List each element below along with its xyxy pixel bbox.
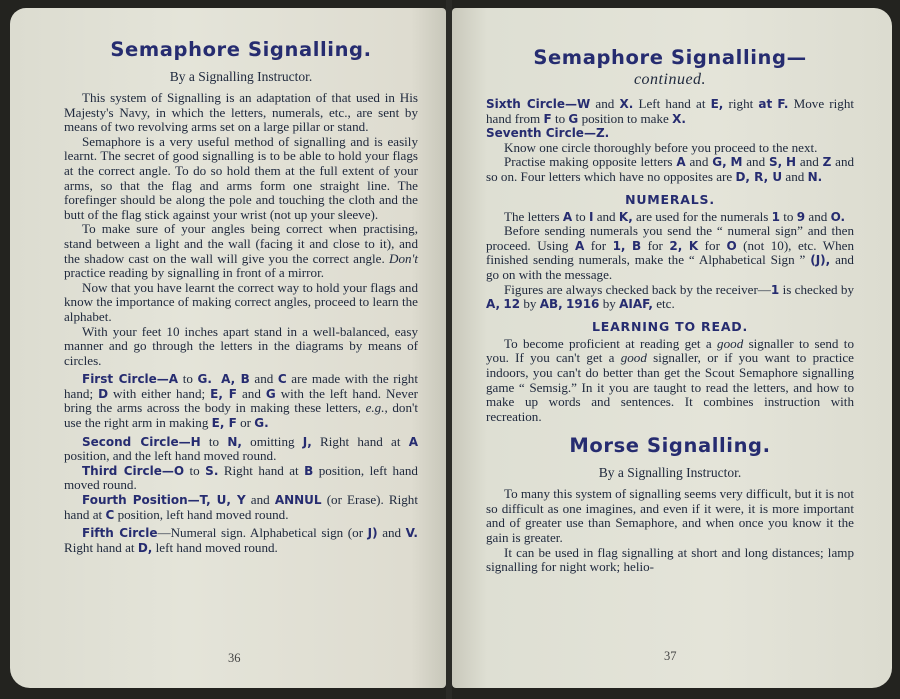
seventh-circle-paragraph: Seventh Circle—Z. bbox=[486, 126, 610, 141]
left-page-title: Semaphore Signalling. bbox=[110, 38, 372, 61]
left-byline: By a Signalling Instructor. bbox=[169, 69, 313, 84]
left-page bbox=[10, 8, 446, 688]
paragraph-opposites: Practise making opposite letters A and G, M and S, H and Z and so on. Four letters which have no opposites are D, R, U and N. bbox=[486, 154, 855, 184]
paragraph-morse-uses: It can be used in flag signalling at short and long distances; lamp signalling for night work; helio- bbox=[486, 544, 854, 575]
paragraph-learn-alphabet: Now that you have learnt the correct way to hold your flags and know the importance of making correct angles, proceed to learn the alphabet. bbox=[64, 279, 418, 324]
right-page-title: Semaphore Signalling— bbox=[533, 46, 807, 69]
right-page bbox=[452, 8, 892, 688]
paragraph-learning-to-read: To become proficient at reading get a good signaller to send to you. If you can't get a good signaller, or if you want to practice indoors, you can't do better than get the Scout Semaphore signalling game “ Semsig.” In it you are taught to read the letters, and how to make up words and sentences. It combines instruction with recreation. bbox=[486, 335, 854, 424]
paragraph-know-circle: Know one circle thoroughly before you proceed to the next. bbox=[504, 139, 818, 155]
paragraph-angles: To make sure of your angles being correct when practising, stand between a light and the wall (facing it and close to it), and the shadow cast on the wall will give you the correct angle. Don't practice reading by signalling in front of a mirror. bbox=[64, 221, 418, 281]
morse-title: Morse Signalling. bbox=[569, 434, 771, 458]
paragraph-numeral-sign: Before sending numerals you send the “ numeral sign” and then proceed. Using A for 1, B for 2, K for O (not 10), etc. When finished sending numerals, make the “ Alphabetical Sign ” (J), and go on with the message. bbox=[486, 223, 854, 282]
paragraph-stance: With your feet 10 inches apart stand in a well-balanced, easy manner and go through the letters in the diagrams by means of circles. bbox=[64, 323, 418, 368]
numerals-heading: NUMERALS. bbox=[625, 191, 715, 207]
morse-byline: By a Signalling Instructor. bbox=[598, 465, 742, 481]
learning-heading: LEARNING TO READ. bbox=[591, 318, 749, 334]
paragraph-numerals-letters: The letters A to I and K, are used for the numerals 1 to 9 and O. bbox=[504, 208, 846, 224]
paragraph-easily-learnt: Semaphore is a very useful method of signalling and is easily learnt. The secret of good signalling is to be able to hold your flags at the correct angle. To do so hold them at the full extent of your arms, so that the flag and arms form one straight line. The forefinger should be along the pole and touching the cloth and the butt of the flag stick against your wrist (not up your sleeve). bbox=[64, 133, 418, 222]
first-circle-paragraph: First Circle—A to G. A, B and C are made with the right hand; D with either hand; E, F and G with the left hand. Never bring the arms across the body in making these letters, e.g., don't use the right arm in making E, F or G. bbox=[64, 371, 419, 431]
fifth-circle-paragraph: Fifth Circle—Numeral sign. Alphabetical sign (or J) and V. Right hand at D, left hand moved round. bbox=[64, 525, 418, 555]
continued-label: continued. bbox=[633, 71, 707, 88]
paragraph-intro: This system of Signalling is an adaptation of that used in His Majesty's Navy, in which the letters, numerals, etc., are sent by means of two revolving arms set on a large pillar or stand. bbox=[64, 90, 418, 135]
fourth-position-paragraph: Fourth Position—T, U, Y and ANNUL (or Erase). Right hand at C position, left hand moved round. bbox=[64, 492, 418, 522]
second-circle-paragraph: Second Circle—H to N, omitting J, Right hand at A position, and the left hand moved round. bbox=[64, 433, 419, 464]
sixth-circle-paragraph: Sixth Circle—W and X. Left hand at E, right at F. Move right hand from F to G position to make X. bbox=[486, 96, 855, 126]
left-page-number: 36 bbox=[228, 651, 241, 665]
paragraph-morse-intro: To many this system of signalling seems very difficult, but it is not so difficult as one imagines, and even if it were, it is more important and of greater use than Semaphore, and when once you know it the gain is greater. bbox=[486, 486, 854, 546]
paragraph-figures-checked: Figures are always checked back by the receiver—1 is checked by A, 12 by AB, 1916 by AIAF, etc. bbox=[486, 281, 854, 312]
third-circle-paragraph: Third Circle—O to S. Right hand at B position, left hand moved round. bbox=[64, 462, 418, 493]
right-page-number: 37 bbox=[664, 649, 677, 663]
